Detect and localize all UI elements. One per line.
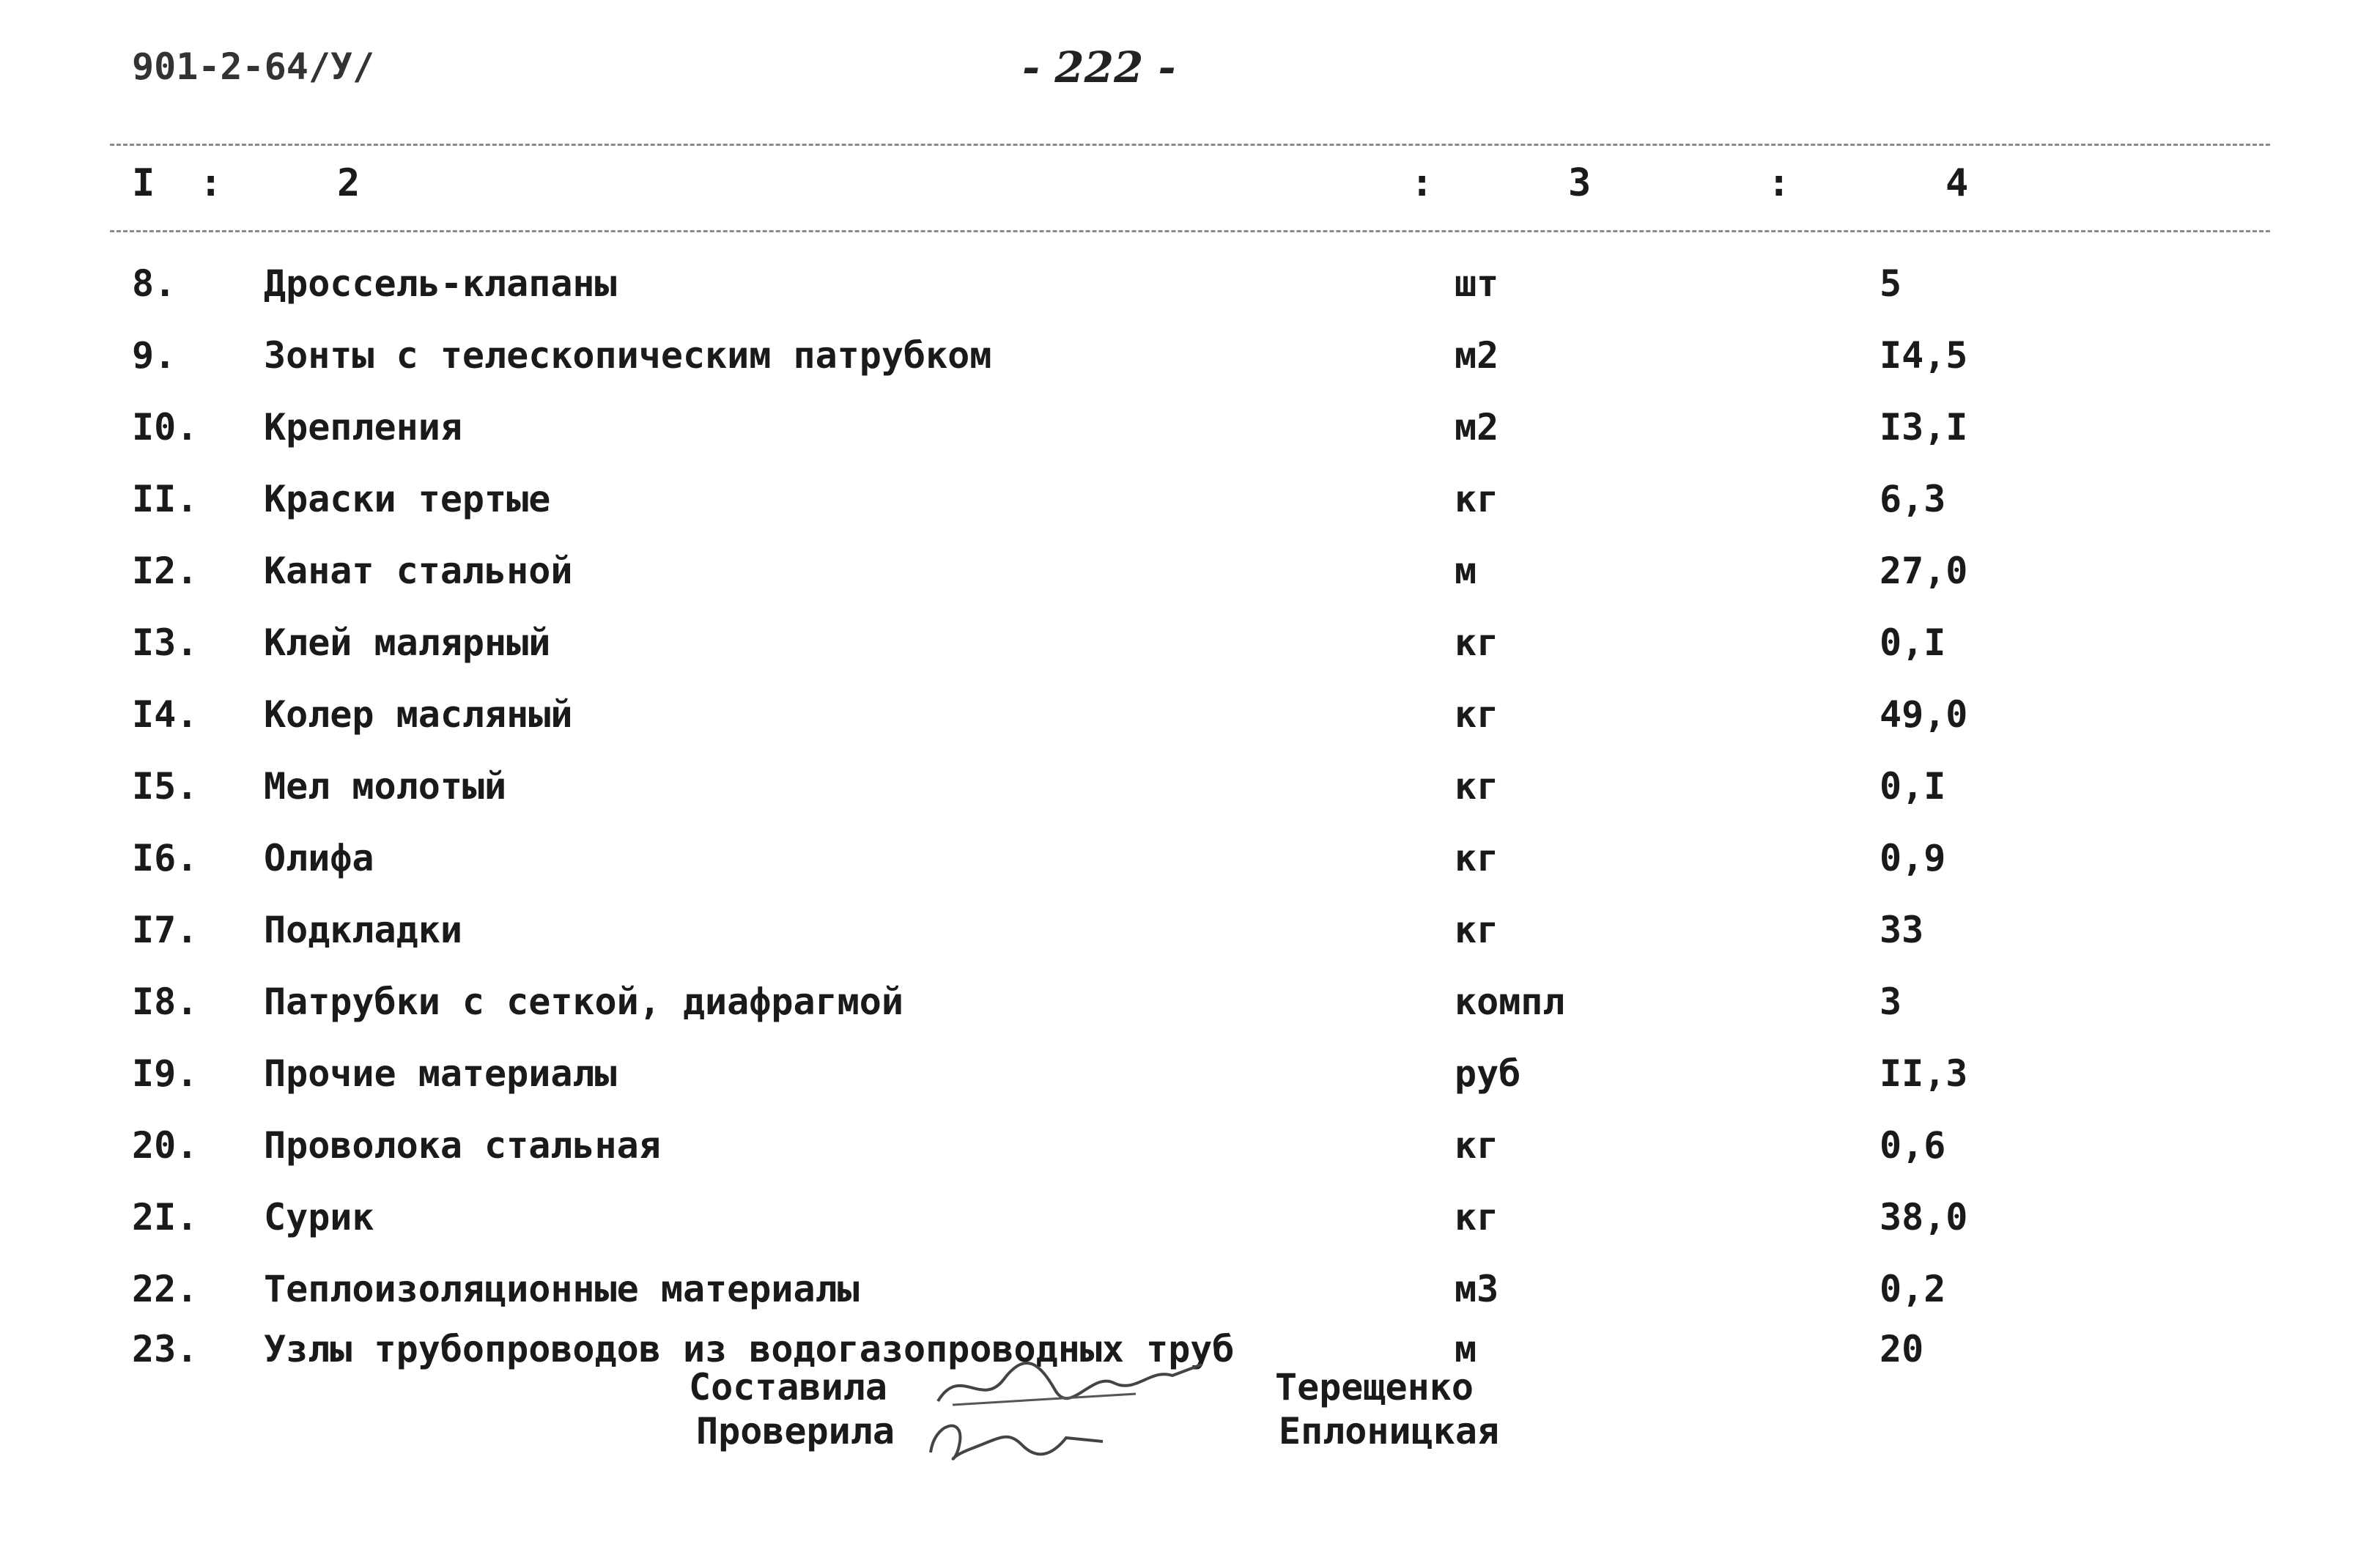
compiled-name: Терещенко xyxy=(1275,1366,1474,1409)
checked-name: Еплоницкая xyxy=(1279,1410,1500,1452)
row-unit: м3 xyxy=(1455,1268,1499,1310)
page-number: - 222 - xyxy=(1022,43,1176,92)
row-quantity: II,3 xyxy=(1880,1052,1968,1095)
row-number: 22. xyxy=(132,1268,199,1310)
table-row xyxy=(0,837,2380,909)
row-number: I5. xyxy=(132,765,199,808)
header-separator: : xyxy=(1411,161,1434,205)
header-col-3: 3 xyxy=(1568,161,1592,205)
row-number: I9. xyxy=(132,1052,199,1095)
table-row xyxy=(0,621,2380,693)
row-name: Теплоизоляционные материалы xyxy=(264,1268,860,1310)
row-quantity: 33 xyxy=(1880,909,1924,951)
row-quantity: 5 xyxy=(1880,262,1902,305)
table-row xyxy=(0,334,2380,406)
row-unit: кг xyxy=(1455,693,1499,736)
row-number: I6. xyxy=(132,837,199,879)
row-name: Дроссель-клапаны xyxy=(264,262,617,305)
row-quantity: 6,3 xyxy=(1880,478,1946,520)
row-unit: кг xyxy=(1455,621,1499,664)
row-unit: кг xyxy=(1455,837,1499,879)
row-name: Зонты с телескопическим патрубком xyxy=(264,334,992,377)
row-name: Колер масляный xyxy=(264,693,573,736)
row-name: Прочие материалы xyxy=(264,1052,617,1095)
row-name: Клей малярный xyxy=(264,621,551,664)
checked-label: Проверила xyxy=(696,1410,895,1452)
row-name: Сурик xyxy=(264,1196,374,1238)
header-separator: : xyxy=(1767,161,1791,205)
row-number: I4. xyxy=(132,693,199,736)
row-unit: руб xyxy=(1455,1052,1521,1095)
row-name: Канат стальной xyxy=(264,550,573,592)
row-quantity: 0,6 xyxy=(1880,1124,1946,1167)
table-row xyxy=(0,1196,2380,1268)
compiled-signature xyxy=(931,1350,1209,1416)
row-quantity: I3,I xyxy=(1880,406,1968,448)
top-rule xyxy=(110,144,2270,146)
row-number: I8. xyxy=(132,981,199,1023)
row-unit: м2 xyxy=(1455,406,1499,448)
header-col-4: 4 xyxy=(1945,161,1969,205)
row-unit: кг xyxy=(1455,909,1499,951)
header-rule xyxy=(110,230,2270,232)
table-row xyxy=(0,1124,2380,1196)
row-unit: компл xyxy=(1455,981,1565,1023)
row-name: Проволока стальная xyxy=(264,1124,661,1167)
row-quantity: 0,2 xyxy=(1880,1268,1946,1310)
document-code: 901-2-64/У/ xyxy=(132,45,375,88)
row-name: Узлы трубопроводов из водогазопроводных труб xyxy=(264,1328,1235,1370)
compiled-label: Составила xyxy=(689,1366,887,1409)
row-unit: кг xyxy=(1455,765,1499,808)
row-unit: м xyxy=(1455,550,1477,592)
table-row xyxy=(0,478,2380,550)
row-quantity: 27,0 xyxy=(1880,550,1968,592)
row-name: Подкладки xyxy=(264,909,462,951)
row-number: I2. xyxy=(132,550,199,592)
row-unit: м2 xyxy=(1455,334,1499,377)
row-quantity: 3 xyxy=(1880,981,1902,1023)
row-name: Крепления xyxy=(264,406,462,448)
row-unit: кг xyxy=(1455,1196,1499,1238)
checked-signature xyxy=(920,1409,1110,1467)
row-number: II. xyxy=(132,478,199,520)
table-row xyxy=(0,693,2380,765)
row-quantity: I4,5 xyxy=(1880,334,1968,377)
row-unit: кг xyxy=(1455,478,1499,520)
row-number: 23. xyxy=(132,1328,199,1370)
table-row xyxy=(0,262,2380,334)
row-quantity: 0,I xyxy=(1880,765,1946,808)
header-col-1: I xyxy=(132,161,155,205)
header-col-2: 2 xyxy=(337,161,361,205)
table-row xyxy=(0,981,2380,1052)
header-separator: : xyxy=(199,161,223,205)
row-unit: кг xyxy=(1455,1124,1499,1167)
row-quantity: 38,0 xyxy=(1880,1196,1968,1238)
row-number: I0. xyxy=(132,406,199,448)
row-name: Олифа xyxy=(264,837,374,879)
row-number: 8. xyxy=(132,262,177,305)
row-quantity: 0,9 xyxy=(1880,837,1946,879)
row-number: 9. xyxy=(132,334,177,377)
row-number: 20. xyxy=(132,1124,199,1167)
row-name: Краски тертые xyxy=(264,478,551,520)
table-row xyxy=(0,550,2380,621)
row-number: 2I. xyxy=(132,1196,199,1238)
row-unit: шт xyxy=(1455,262,1499,305)
row-name: Патрубки с сеткой, диафрагмой xyxy=(264,981,903,1023)
row-quantity: 0,I xyxy=(1880,621,1946,664)
table-row xyxy=(0,909,2380,981)
row-quantity: 20 xyxy=(1880,1328,1924,1370)
table-row xyxy=(0,765,2380,837)
row-name: Мел молотый xyxy=(264,765,507,808)
row-quantity: 49,0 xyxy=(1880,693,1968,736)
row-unit: м xyxy=(1455,1328,1477,1370)
table-row xyxy=(0,406,2380,478)
row-number: I3. xyxy=(132,621,199,664)
table-row xyxy=(0,1052,2380,1124)
row-number: I7. xyxy=(132,909,199,951)
